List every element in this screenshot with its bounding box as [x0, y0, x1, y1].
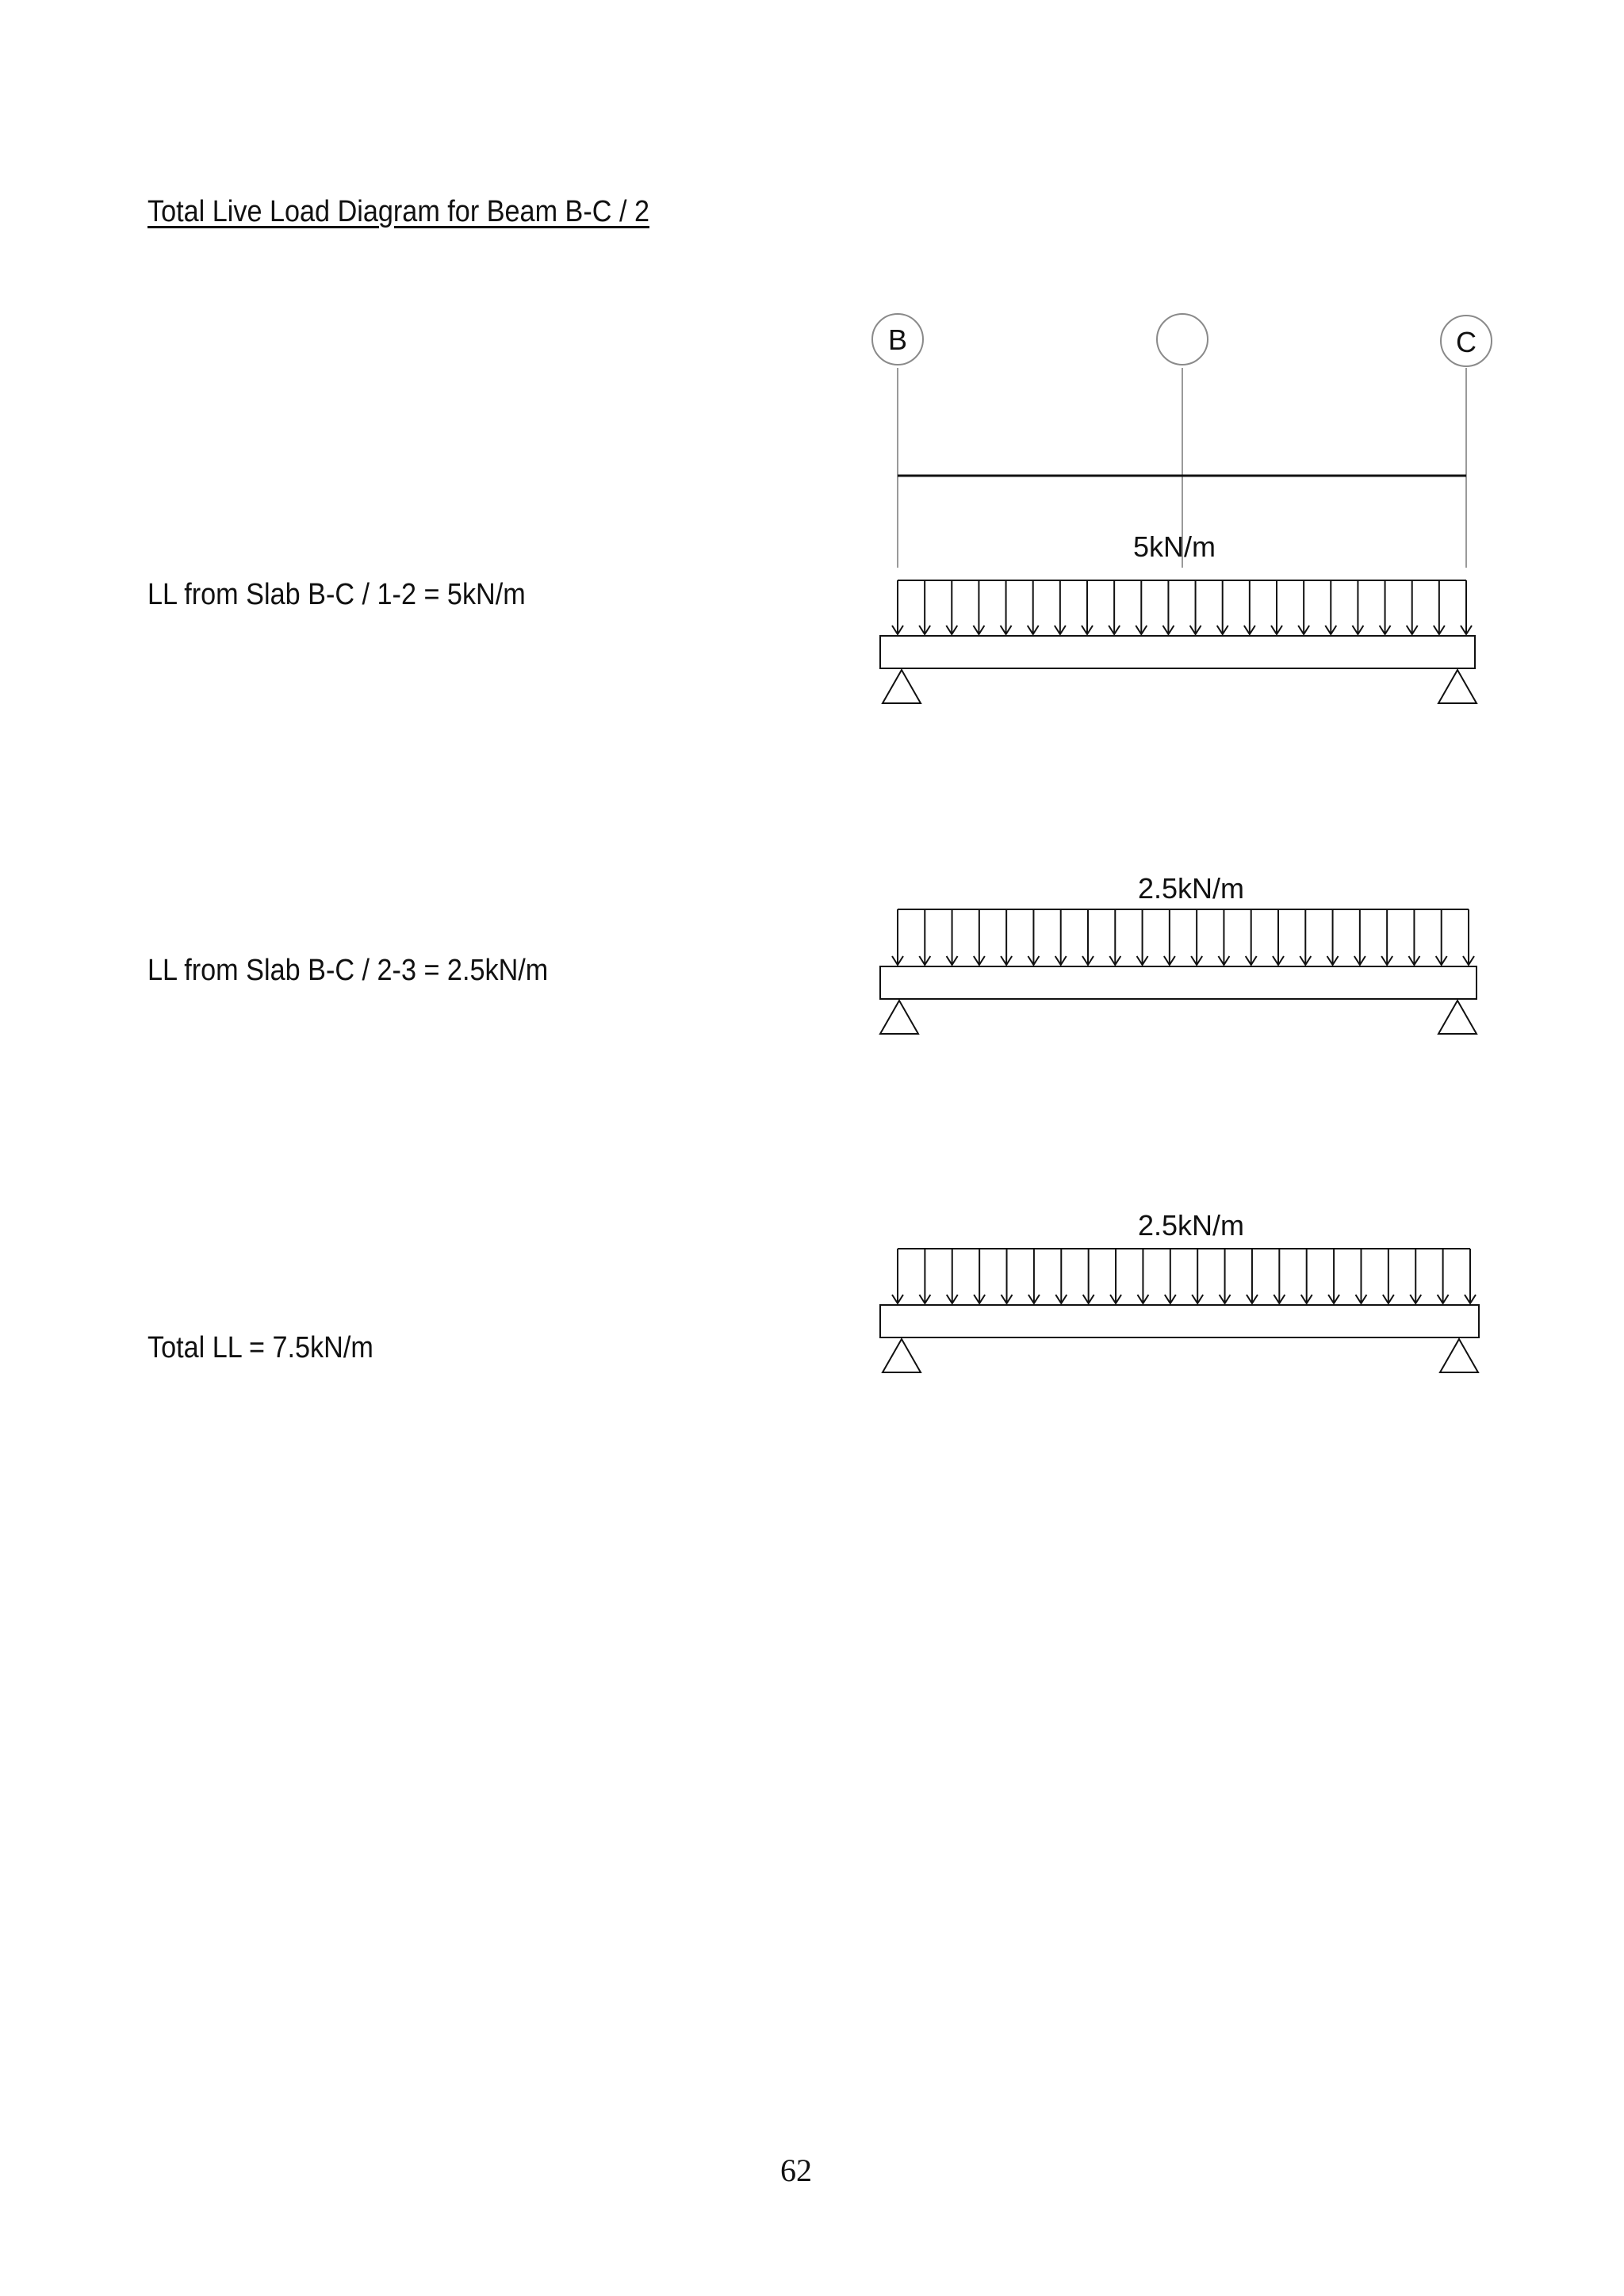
right-support-2 — [1438, 1001, 1477, 1034]
right-support-3 — [1440, 1339, 1478, 1372]
beam-diagram-3 — [880, 1249, 1479, 1372]
udl-arrows-3 — [892, 1249, 1476, 1303]
beam-diagram-1 — [880, 580, 1477, 703]
load-label-1: 5kN/m — [1132, 530, 1216, 563]
grid-bubble-label-c: C — [1456, 326, 1477, 358]
load-label-2: 2.5kN/m — [1137, 872, 1245, 905]
page-number: 62 — [780, 2152, 812, 2188]
grid-bubble-middle — [1157, 314, 1208, 365]
beam-diagram-2 — [880, 909, 1477, 1034]
left-support-1 — [883, 670, 921, 703]
beam-3-body — [880, 1305, 1479, 1337]
right-support-1 — [1438, 670, 1477, 703]
row-label-slab-2-3: LL from Slab B-C / 2-3 = 2.5kN/m — [147, 954, 549, 987]
udl-arrows-2 — [892, 909, 1474, 965]
row-label-total-ll: Total LL = 7.5kN/m — [147, 1331, 373, 1364]
left-support-2 — [880, 1001, 918, 1034]
udl-arrows-1 — [892, 580, 1472, 634]
row-label-slab-1-2: LL from Slab B-C / 1-2 = 5kN/m — [147, 578, 526, 611]
beam-1-body — [880, 636, 1475, 668]
grid-bubble-label-b: B — [887, 323, 908, 356]
beam-2-body — [880, 966, 1477, 999]
left-support-3 — [883, 1339, 921, 1372]
load-label-3: 2.5kN/m — [1137, 1209, 1245, 1242]
grid-bubbles — [872, 314, 1492, 366]
page-title: Total Live Load Diagram for Beam B-C / 2 — [147, 195, 649, 228]
